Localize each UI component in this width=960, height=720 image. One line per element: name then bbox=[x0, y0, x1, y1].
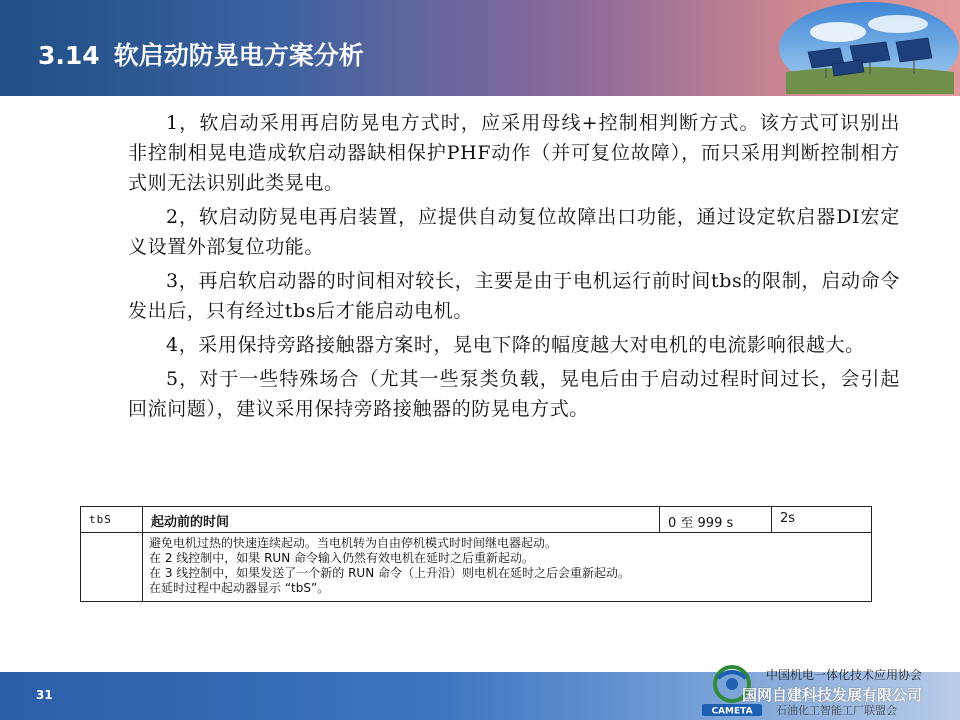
description-line: 在 2 线控制中，如果 RUN 命令输入仍然有效电机在延时之后重新起动。 bbox=[149, 551, 534, 565]
parameter-code: tbS bbox=[81, 507, 143, 601]
description-line: 在延时过程中起动器显示 “tbS”。 bbox=[149, 581, 330, 595]
description-line: 在 3 线控制中，如果发送了一个新的 RUN 命令（上升沿）则电机在延时之后会重新起动。 bbox=[149, 566, 630, 580]
paragraph-5: 5，对于一些特殊场合（尤其一些泵类负载，晃电后由于启动过程时间过长，会引起回流问题），建议采用保持旁路接触器的防晃电方式。 bbox=[128, 368, 900, 420]
description-line: 避免电机过热的快速连续起动。当电机转为自由停机模式时时间继电器起动。 bbox=[149, 536, 558, 550]
page-number: 31 bbox=[36, 688, 53, 702]
slide-title bbox=[38, 36, 364, 72]
organization-name-1: 中国机电一体化技术应用协会 bbox=[766, 668, 923, 682]
parameter-name: 起动前的时间 bbox=[151, 515, 230, 530]
parameter-description bbox=[149, 536, 630, 596]
solar-panel-image bbox=[778, 2, 960, 94]
paragraph-1: 1，软启动采用再启防晃电方式时，应采用母线+控制相判断方式。该方式可识别出非控制相晃电造成软启动器缺相保护PHF动作（并可复位故障），而只采用判断控制相方式则无法识别此类晃电。 bbox=[128, 112, 900, 194]
paragraph-4: 4，采用保持旁路接触器方案时，晃电下降的幅度越大对电机的电流影响很越大。 bbox=[166, 334, 865, 356]
slide-body bbox=[128, 108, 900, 428]
paragraph-3: 3，再启软启动器的时间相对较长，主要是由于电机运行前时间tbs的限制，启动命令发出后，只有经过tbs后才能启动电机。 bbox=[128, 270, 900, 322]
slide-header bbox=[0, 0, 960, 96]
logo-text: CAMETA bbox=[711, 706, 753, 717]
paragraph-2: 2，软启动防晃电再启装置，应提供自动复位故障出口功能，通过设定软启器DI宏定义设置外部复位功能。 bbox=[128, 206, 900, 258]
parameter-default: 2s bbox=[771, 507, 871, 533]
organization-name-3: 石油化工智能工厂联盟会 bbox=[776, 704, 897, 717]
title-text: 软启动防晃电方案分析 bbox=[113, 41, 364, 70]
parameter-range: 0 至 999 s bbox=[659, 507, 771, 533]
section-number: 3.14 bbox=[38, 41, 100, 70]
parameter-table bbox=[80, 506, 872, 602]
organization-name-2: 国网自建科技发展有限公司 bbox=[742, 686, 923, 704]
